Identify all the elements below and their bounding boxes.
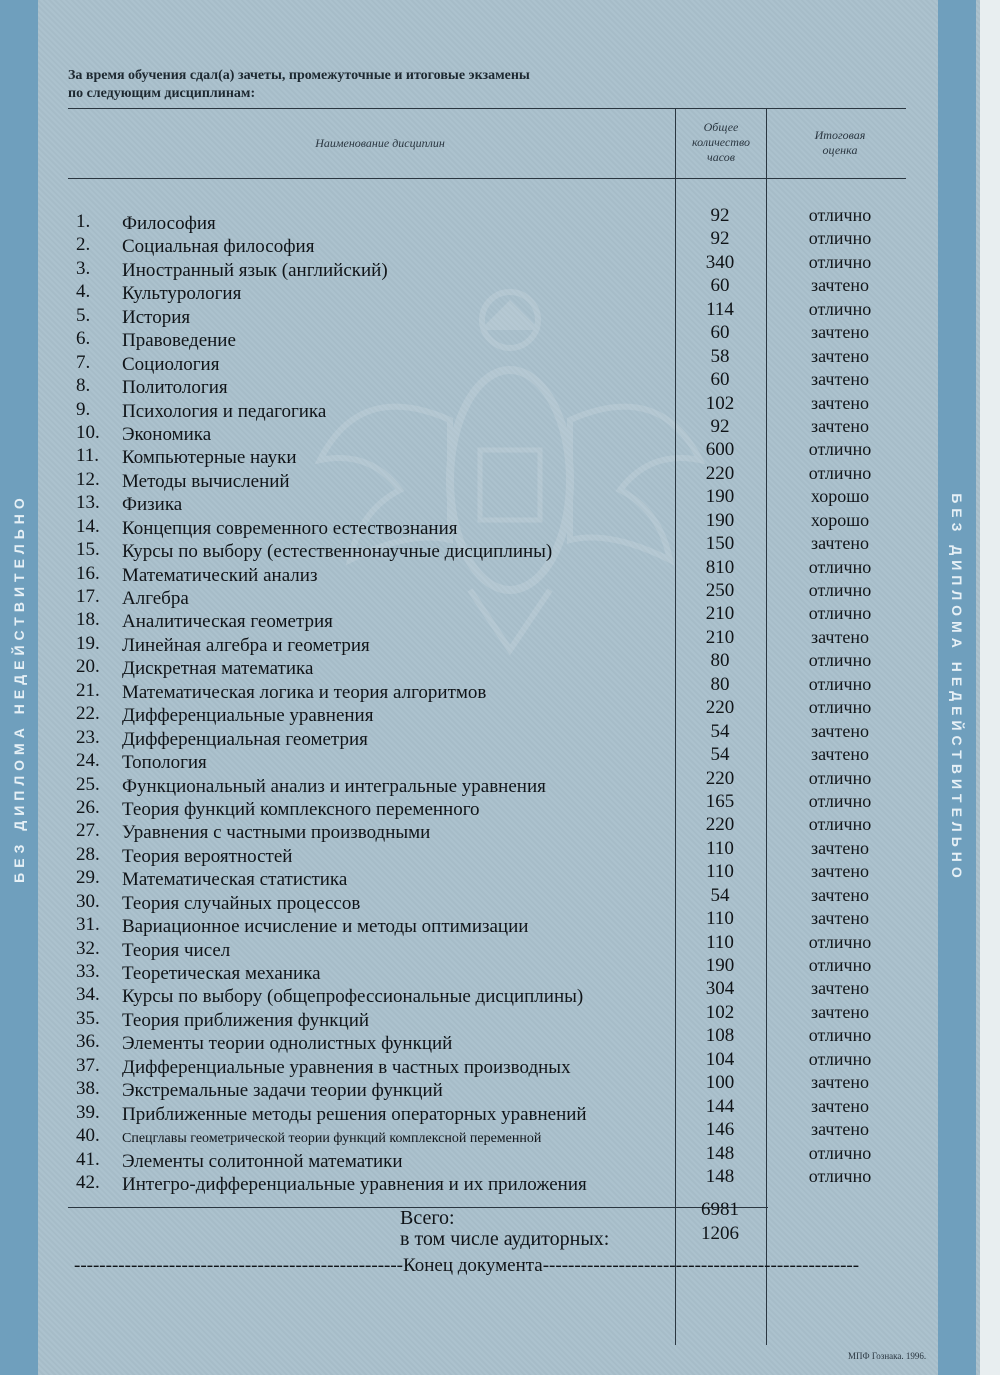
discipline-name: Интегро-дифференциальные уравнения и их приложения [122, 1173, 587, 1195]
intro-line-1: За время обучения сдал(а) зачеты, промежуточные и итоговые экзамены [68, 68, 530, 83]
discipline-name: Правоведение [122, 330, 236, 352]
row-number: 22. [76, 703, 100, 725]
discipline-name: Теория функций комплексного переменного [122, 798, 480, 820]
hours-value: 220 [705, 814, 735, 836]
row-number: 6. [76, 328, 91, 350]
row-number: 34. [76, 984, 100, 1006]
intro-line-2: по следующим дисциплинам: [68, 86, 256, 101]
row-number: 36. [76, 1031, 100, 1053]
row-number: 28. [76, 843, 100, 865]
hours-value: 92 [710, 415, 730, 437]
hours-value: 92 [710, 228, 730, 250]
table-row [0, 1165, 980, 1195]
discipline-name: Курсы по выбору (общепрофессиональные дисциплины) [122, 986, 584, 1008]
grade-value: зачтено [811, 322, 869, 343]
discipline-name: Философия [122, 213, 216, 234]
grade-value: отлично [808, 462, 872, 483]
discipline-name: Компьютерные науки [122, 447, 297, 469]
discipline-name: Математическая логика и теория алгоритмов [122, 681, 487, 703]
right-stripe-text: БЕЗ ДИПЛОМА НЕДЕЙСТВИТЕЛЬНО [949, 492, 965, 883]
row-number: 3. [76, 257, 91, 279]
grade-value: зачтено [811, 837, 869, 858]
hours-value: 148 [705, 1142, 735, 1164]
grade-value: отлично [808, 650, 872, 671]
row-number: 23. [76, 726, 100, 748]
grade-value: зачтено [811, 415, 869, 436]
hours-value: 148 [705, 1165, 735, 1187]
row-number: 21. [76, 679, 100, 701]
discipline-name: Культурология [122, 283, 242, 305]
discipline-name: Аналитическая геометрия [122, 611, 333, 633]
discipline-name: Теория случайных процессов [122, 892, 361, 914]
hours-value: 104 [705, 1048, 735, 1070]
grade-value: отлично [808, 767, 872, 788]
discipline-name: Приближенные методы решения операторных уравнений [122, 1103, 587, 1125]
discipline-name: История [122, 306, 191, 328]
grade-value: зачтено [811, 1095, 869, 1116]
hours-value: 210 [705, 603, 735, 625]
discipline-name: Математический анализ [122, 564, 318, 586]
grade-value: зачтено [811, 861, 869, 882]
hours-value: 54 [710, 720, 730, 742]
hours-value: 150 [705, 533, 735, 555]
grade-value: зачтено [811, 744, 869, 765]
row-number: 30. [76, 890, 100, 912]
hours-value: 220 [705, 697, 735, 719]
row-number: 42. [76, 1171, 100, 1193]
hours-value: 60 [710, 322, 730, 344]
grade-value: отлично [808, 580, 872, 600]
row-number: 1. [76, 211, 91, 232]
grade-value: отлично [808, 228, 872, 249]
row-number: 16. [76, 562, 100, 584]
hours-value: 600 [705, 439, 735, 461]
hours-value: 210 [705, 626, 735, 648]
grade-value: зачтено [811, 369, 869, 390]
row-number: 29. [76, 867, 100, 889]
grade-value: зачтено [811, 720, 869, 741]
row-number: 4. [76, 281, 91, 303]
hours-value: 54 [710, 744, 730, 766]
hours-value: 58 [710, 345, 730, 367]
hours-value: 144 [705, 1095, 735, 1117]
row-number: 12. [76, 468, 100, 490]
hours-value: 340 [705, 251, 735, 273]
total-value: 6981 [701, 1199, 739, 1220]
grade-value: зачтено [811, 275, 869, 296]
header-hours-line-3: часов [707, 150, 735, 164]
grade-value: отлично [808, 1142, 872, 1163]
row-number: 8. [76, 375, 91, 397]
discipline-name: Уравнения с частными производными [122, 822, 431, 844]
row-number: 5. [76, 304, 91, 326]
grade-value: отлично [808, 931, 872, 952]
hours-value: 110 [706, 861, 734, 883]
grade-value: отлично [808, 790, 872, 811]
grade-value: зачтено [811, 1001, 869, 1022]
discipline-name: Социология [122, 353, 220, 375]
grade-value: отлично [808, 955, 872, 975]
discipline-name: Психология и педагогика [122, 400, 327, 422]
table-header-rule [68, 178, 906, 179]
discipline-name: Концепция современного естествознания [122, 517, 458, 539]
grade-value: отлично [808, 1025, 872, 1046]
discipline-name: Топология [122, 752, 207, 774]
discipline-name: Социальная философия [122, 236, 315, 258]
hours-value: 60 [710, 275, 730, 297]
hours-value: 108 [705, 1025, 735, 1047]
hours-value: 92 [710, 205, 730, 226]
hours-value: 114 [706, 298, 734, 320]
row-number: 20. [76, 656, 100, 678]
hours-value: 165 [705, 790, 735, 812]
hours-value: 80 [710, 650, 730, 672]
row-number: 25. [76, 773, 100, 795]
discipline-name: Алгебра [122, 588, 189, 609]
row-number: 18. [76, 609, 100, 631]
row-number: 19. [76, 632, 100, 654]
hours-value: 810 [705, 556, 735, 578]
header-hours [676, 120, 766, 165]
grade-value: зачтено [811, 626, 869, 647]
grade-value: отлично [808, 697, 872, 718]
discipline-name: Дифференциальная геометрия [122, 728, 368, 750]
discipline-name: Дискретная математика [122, 658, 314, 680]
hours-value: 60 [710, 369, 730, 391]
hours-value: 110 [706, 908, 734, 930]
row-number: 33. [76, 961, 100, 982]
grade-value: зачтено [811, 884, 869, 905]
hours-value: 110 [706, 931, 734, 953]
grade-value: зачтено [811, 345, 869, 366]
row-number: 38. [76, 1078, 100, 1100]
grade-value: зачтено [811, 1072, 869, 1093]
hours-value: 220 [705, 767, 735, 789]
grade-value: зачтено [811, 1119, 869, 1140]
grade-value: зачтено [811, 392, 869, 413]
end-of-document-line: ----------------------------------------------------Конец документа-------------------------------------------------- [74, 1255, 860, 1276]
hours-value: 110 [706, 837, 734, 859]
grade-value: отлично [808, 603, 872, 624]
grade-value: отлично [808, 673, 872, 694]
row-number: 11. [76, 445, 100, 467]
grade-value: отлично [808, 298, 872, 319]
grade-value: отлично [808, 1048, 872, 1069]
discipline-name: Теоретическая механика [122, 963, 321, 984]
hours-value: 304 [705, 978, 735, 1000]
disciplines-list [0, 205, 980, 1195]
grade-value: отлично [808, 251, 872, 272]
printer-imprint: МПФ Гознака. 1996. [848, 1351, 927, 1361]
discipline-name: Теория чисел [122, 939, 231, 961]
discipline-name: Функциональный анализ и интегральные уравнения [122, 775, 546, 797]
grade-value: отлично [808, 814, 872, 835]
row-number: 24. [76, 750, 100, 772]
hours-value: 220 [705, 462, 735, 484]
header-grade [770, 128, 910, 158]
grade-value: зачтено [811, 533, 869, 554]
header-grade-line-2: оценка [822, 143, 858, 157]
row-number: 27. [76, 820, 100, 842]
discipline-name: Методы вычислений [122, 470, 290, 492]
hours-value: 250 [705, 580, 735, 601]
row-number: 13. [76, 492, 100, 514]
discipline-name: Дифференциальные уравнения в частных производных [122, 1056, 571, 1078]
row-number: 40. [76, 1125, 100, 1147]
discipline-name: Экстремальные задачи теории функций [122, 1080, 443, 1102]
row-number: 14. [76, 515, 100, 537]
discipline-name: Линейная алгебра и геометрия [122, 634, 370, 656]
grade-value: отлично [808, 205, 872, 225]
classroom-label: в том числе аудиторных: [400, 1228, 610, 1250]
hours-value: 190 [705, 955, 735, 976]
discipline-name: Физика [122, 494, 183, 516]
row-number: 2. [76, 234, 91, 256]
discipline-name: Элементы солитонной математики [122, 1150, 403, 1172]
hours-value: 102 [705, 1001, 735, 1023]
discipline-name: Иностранный язык (английский) [122, 259, 388, 281]
grade-value: зачтено [811, 978, 869, 999]
discipline-name: Спецглавы геометрической теории функций комплексной переменной [122, 1131, 542, 1147]
left-stripe-text: БЕЗ ДИПЛОМА НЕДЕЙСТВИТЕЛЬНО [11, 492, 27, 883]
row-number: 41. [76, 1148, 100, 1170]
row-number: 9. [76, 398, 91, 420]
discipline-name: Теория приближения функций [122, 1009, 370, 1031]
hours-value: 190 [705, 509, 735, 531]
header-discipline: Наименование дисциплин [315, 136, 445, 150]
discipline-name: Математическая статистика [122, 869, 348, 891]
row-number: 32. [76, 937, 100, 959]
classroom-value: 1206 [701, 1223, 739, 1244]
hours-value: 100 [705, 1072, 735, 1094]
row-number: 35. [76, 1007, 100, 1029]
row-number: 26. [76, 796, 100, 818]
grade-value: хорошо [810, 509, 870, 530]
row-number: 7. [76, 351, 91, 373]
intro-text [68, 67, 530, 103]
hours-value: 146 [705, 1119, 735, 1141]
row-number: 15. [76, 539, 100, 561]
hours-value: 54 [710, 884, 730, 906]
row-number: 17. [76, 586, 100, 607]
discipline-name: Политология [122, 377, 228, 399]
hours-value: 80 [710, 673, 730, 695]
total-label: Всего: [400, 1207, 455, 1229]
header-hours-line-2: количество [691, 135, 751, 149]
discipline-name: Вариационное исчисление и методы оптимизации [122, 916, 529, 938]
grade-value: хорошо [810, 486, 870, 507]
row-number: 37. [76, 1054, 100, 1076]
table-top-rule [68, 108, 906, 109]
discipline-name: Элементы теории однолистных функций [122, 1033, 453, 1055]
row-number: 10. [76, 421, 100, 443]
grade-value: отлично [808, 556, 872, 577]
header-hours-line-1: Общее [703, 120, 739, 134]
grade-value: зачтено [811, 908, 869, 929]
hours-value: 190 [705, 486, 735, 508]
hours-value: 102 [705, 392, 735, 414]
discipline-name: Экономика [122, 423, 212, 445]
header-grade-line-1: Итоговая [814, 128, 866, 142]
discipline-name: Дифференциальные уравнения [122, 705, 374, 727]
grade-value: отлично [808, 439, 872, 460]
grade-value: отлично [808, 1165, 872, 1186]
row-number: 39. [76, 1101, 100, 1123]
discipline-name: Теория вероятностей [122, 845, 293, 867]
row-number: 31. [76, 914, 100, 936]
discipline-name: Курсы по выбору (естественнонаучные дисциплины) [122, 541, 553, 563]
